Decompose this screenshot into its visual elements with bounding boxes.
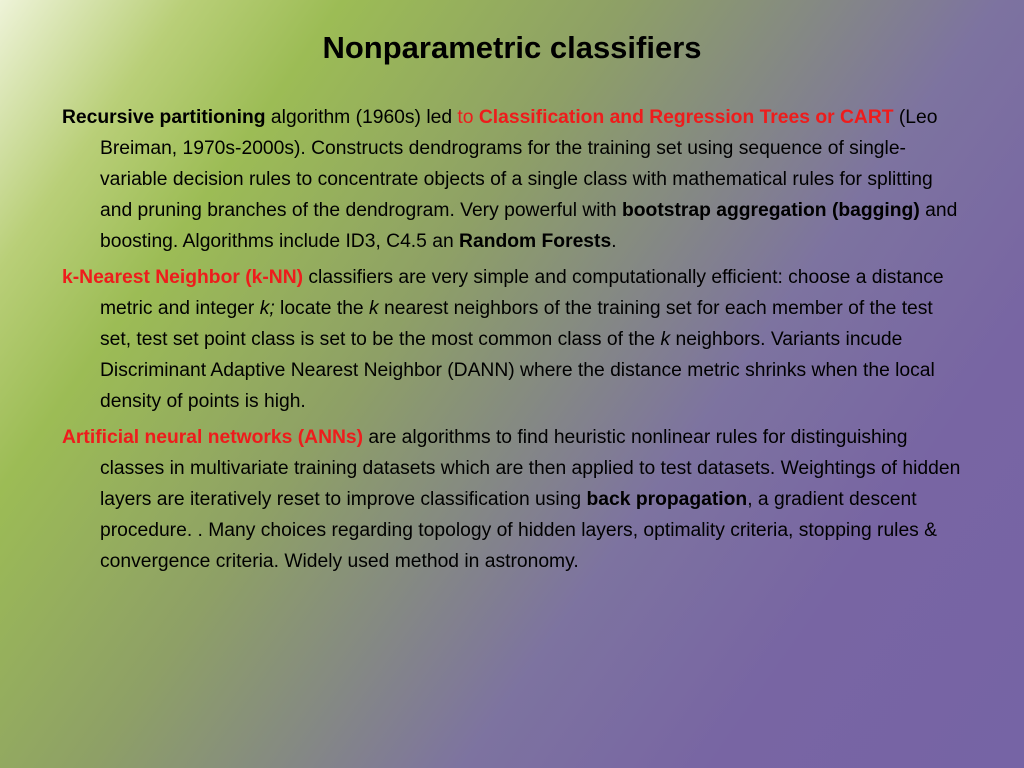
slide-body bbox=[62, 102, 962, 582]
paragraph-anns bbox=[62, 422, 962, 577]
term-bagging: bootstrap aggregation (bagging) bbox=[621, 200, 920, 221]
paragraph-recursive-partitioning bbox=[62, 102, 962, 257]
term-back-propagation: back propagation bbox=[586, 489, 748, 510]
term-recursive-partitioning: Recursive partitioning bbox=[62, 107, 266, 128]
text-run: nearest neighbors of the training set for each member of the test set, test set point class is set to be the most common class of the bbox=[100, 298, 933, 350]
term-random-forests: Random Forests bbox=[459, 231, 612, 252]
text-run-italic: k; bbox=[259, 298, 275, 319]
text-run-italic: k bbox=[369, 298, 379, 319]
term-knn: k-Nearest Neighbor (k-NN) bbox=[62, 267, 304, 288]
text-run: neighbors. Variants incude Discriminant Adaptive Nearest Neighbor (DANN) where the distance metric shrinks when the local density of points is high. bbox=[100, 329, 935, 412]
text-run: (Leo Breiman, 1970s-2000s). Constructs dendrograms for the training set using sequence of single-variable decision rules to concentrate objects of a single class with mathematical rules for splitting and pruning branches of the dendrogram. Very powerful with bbox=[100, 107, 938, 221]
text-run: algorithm (1960s) led bbox=[265, 107, 458, 128]
term-cart: Classification and Regression Trees or CART bbox=[478, 107, 894, 128]
text-run: . bbox=[611, 231, 617, 252]
term-anns: Artificial neural networks (ANNs) bbox=[62, 427, 364, 448]
text-run: are algorithms to find heuristic nonlinear rules for distinguishing classes in multivariate training datasets which are then applied to test datasets. Weightings of hidden layers are iteratively reset to improve classification using bbox=[100, 427, 961, 510]
text-run: , a gradient descent procedure. . Many choices regarding topology of hidden layers, optimality criteria, stopping rules & convergence criteria. Widely used method in astronomy. bbox=[100, 489, 938, 572]
text-run: and boosting. Algorithms include ID3, C4.5 an bbox=[100, 200, 958, 252]
text-run: classifiers are very simple and computationally efficient: choose a distance metric and integer bbox=[100, 267, 944, 319]
text-run-red: to bbox=[457, 107, 479, 128]
slide-title: Nonparametric classifiers bbox=[322, 30, 702, 65]
text-run-italic: k bbox=[660, 329, 671, 350]
text-run: locate the bbox=[274, 298, 370, 319]
paragraph-knn bbox=[62, 262, 962, 417]
